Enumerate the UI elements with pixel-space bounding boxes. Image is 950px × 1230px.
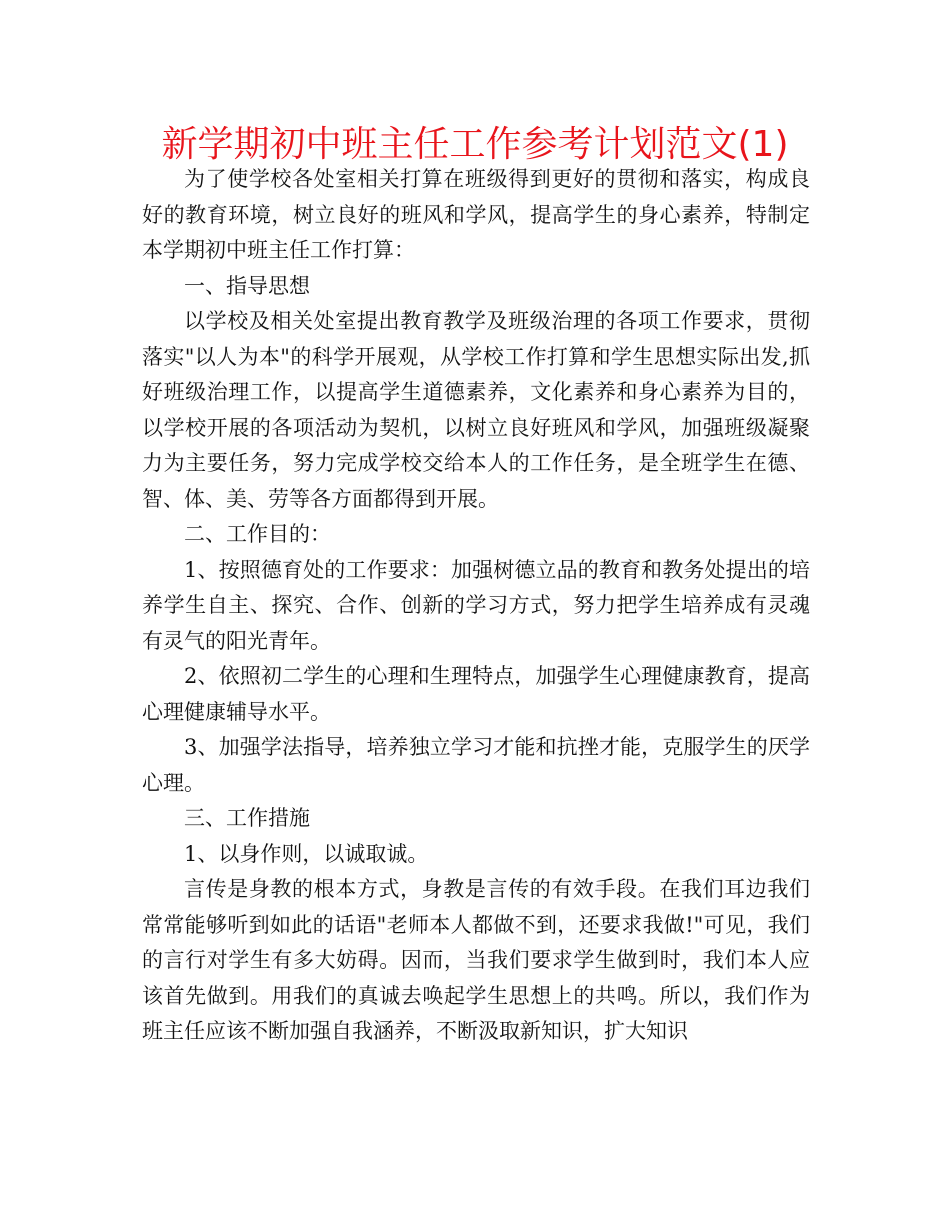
document-title: 新学期初中班主任工作参考计划范文(1): [161, 124, 789, 165]
paragraph-measure-1-body: 言传是身教的根本方式，身教是言传的有效手段。在我们耳边我们常常能够听到如此的话语"老师本人都做不到，还要求我做!"可见，我们的言行对学生有多大妨碍。因而，当我们要求学生做到时，我们本人应该首先做到。用我们的真诚去唤起学生思想上的共鸣。所以，我们作为班主任应该不断加强自我涵养，不断汲取新知识，扩大知识: [142, 877, 810, 1043]
heading-work-goals: 二、工作目的：: [184, 522, 331, 546]
paragraph-goal-1: 1、按照德育处的工作要求：加强树德立品的教育和教务处提出的培养学生自主、探究、合作、创新的学习方式，努力把学生培养成有灵魂有灵气的阳光青年。: [142, 557, 810, 653]
paragraph-measure-1-heading: 1、以身作则，以诚取诚。: [184, 841, 429, 866]
paragraph-goal-3: 3、加强学法指导，培养独立学习才能和抗挫才能，克服学生的厌学心理。: [142, 735, 810, 795]
heading-work-measures: 三、工作措施: [184, 806, 310, 830]
document-body: [142, 162, 810, 1050]
heading-guiding-ideology: 一、指导思想: [184, 273, 310, 298]
paragraph-intro: 为了使学校各处室相关打算在班级得到更好的贯彻和落实，构成良好的教育环境，树立良好的班风和学风，提高学生的身心素养，特制定本学期初中班主任工作打算：: [142, 167, 810, 262]
paragraph-goal-2: 2、依照初二学生的心理和生理特点，加强学生心理健康教育，提高心理健康辅导水平。: [142, 664, 810, 724]
paragraph-guiding-ideology: 以学校及相关处室提出教育教学及班级治理的各项工作要求，贯彻落实"以人为本"的科学开展观，从学校工作打算和学生思想实际出发,抓好班级治理工作，以提高学生道德素养，文化素养和身心素养为目的，以学校开展的各项活动为契机，以树立良好班风和学风，加强班级凝聚力为主要任务，努力完成学校交给本人的工作任务，是全班学生在德、智、体、美、劳等各方面都得到开展。: [142, 309, 810, 511]
